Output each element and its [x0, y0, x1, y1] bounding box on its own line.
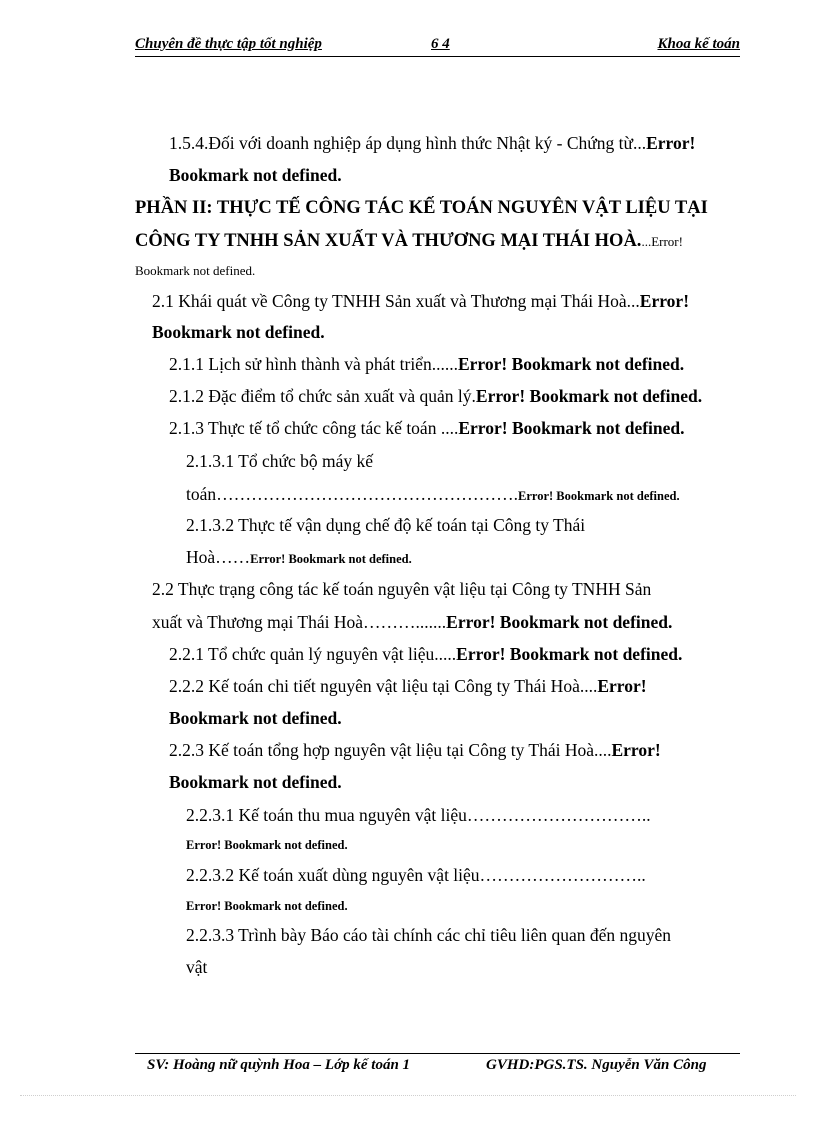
- toc-entry-2-1-1: [169, 354, 684, 375]
- toc-entry-2-2-cont: [152, 612, 672, 633]
- header-rule: [135, 56, 740, 57]
- bookmark-error: Error! Bookmark not defined.: [446, 612, 673, 632]
- bookmark-error: Bookmark not defined.: [169, 165, 342, 185]
- bookmark-error: Error! Bookmark not defined.: [475, 386, 703, 406]
- bookmark-error: Bookmark not defined.: [135, 263, 256, 278]
- toc-entry-text: xuất và Thương mại Thái Hoà……….......: [152, 612, 447, 632]
- bookmark-error: Error! Bookmark not defined.: [186, 899, 348, 913]
- bookmark-error: Error! Bookmark not defined.: [518, 489, 680, 503]
- bookmark-error: Error! Bookmark not defined.: [186, 838, 348, 852]
- toc-entry-2-2-2: [169, 676, 647, 697]
- bookmark-error: Bookmark not defined.: [169, 772, 342, 792]
- toc-entry-2-2-3-2: 2.2.3.2 Kế toán xuất dùng nguyên vật liệu………………………..: [186, 865, 646, 885]
- header-left-title: Chuyên đề thực tập tốt nghiệp: [135, 36, 322, 52]
- toc-entry-2-1-3-1-cont: [186, 484, 680, 505]
- footer-rule: [135, 1053, 740, 1054]
- bookmark-error: Error!: [646, 133, 696, 153]
- toc-entry-text: 2.1.1 Lịch sử hình thành và phát triển......: [169, 354, 458, 374]
- bookmark-error: Error! Bookmark not defined.: [250, 552, 412, 566]
- header-right-title: Khoa kế toán: [657, 36, 740, 52]
- bookmark-error: Error! Bookmark not defined.: [456, 644, 683, 664]
- toc-entry-2-1-3-2: 2.1.3.2 Thực tế vận dụng chế độ kế toán tại Công ty Thái: [186, 515, 586, 535]
- toc-entry-text: 2.1 Khái quát về Công ty TNHH Sản xuất và Thương mại Thái Hoà...: [152, 291, 640, 311]
- toc-entry-2-2-3-3: 2.2.3.3 Trình bày Báo cáo tài chính các chỉ tiêu liên quan đến nguyên: [186, 925, 672, 945]
- footer-supervisor: GVHD:PGS.TS. Nguyễn Văn Công: [486, 1057, 707, 1073]
- toc-entry-text: toán…………………………………………….: [186, 484, 519, 504]
- toc-entry-2-1-2: [169, 386, 702, 407]
- toc-entry-2-2-3: [169, 740, 661, 761]
- toc-entry-2-1-3: [169, 418, 685, 439]
- toc-entry-2-1: [152, 291, 689, 312]
- toc-entry-2-2-3-3-cont: vật: [186, 957, 208, 977]
- bookmark-error: Error!: [611, 740, 661, 760]
- toc-entry-text: 2.1.2 Đặc điểm tổ chức sản xuất và quản lý.: [169, 386, 476, 406]
- toc-entry-text: 2.1.3 Thực tế tổ chức công tác kế toán ....: [169, 418, 459, 438]
- toc-entry-2-2-3-1: 2.2.3.1 Kế toán thu mua nguyên vật liệu…………………………..: [186, 805, 651, 825]
- toc-entry-1-5-4: [169, 133, 695, 154]
- bookmark-error: Bookmark not defined.: [152, 322, 325, 342]
- bookmark-error: Bookmark not defined.: [169, 708, 342, 728]
- toc-entry-text: 1.5.4.Đối với doanh nghiệp áp dụng hình thức Nhật ký - Chứng từ...: [169, 133, 647, 153]
- page-header: [135, 36, 740, 56]
- bookmark-error: Error! Bookmark not defined.: [457, 354, 685, 374]
- toc-entry-text: Hoà……: [186, 547, 251, 567]
- toc-entry-2-1-3-1: 2.1.3.1 Tổ chức bộ máy kế: [186, 451, 374, 471]
- toc-entry-2-1-3-2-cont: [186, 547, 412, 568]
- toc-entry-text: 2.2.3 Kế toán tổng hợp nguyên vật liệu tại Công ty Thái Hoà....: [169, 740, 612, 760]
- part-ii-heading: PHẦN II: THỰC TẾ CÔNG TÁC KẾ TOÁN NGUYÊN VẬT LIỆU TẠI: [135, 198, 708, 218]
- toc-entry-2-2: 2.2 Thực trạng công tác kế toán nguyên vật liệu tại Công ty TNHH Sản: [152, 579, 652, 599]
- page-boundary: [20, 1095, 796, 1096]
- bookmark-error: ...Error!: [641, 234, 683, 249]
- toc-entry-2-2-1: [169, 644, 682, 665]
- page-number: 6 4: [431, 36, 450, 52]
- footer-student: SV: Hoàng nữ quỳnh Hoa – Lớp kế toán 1: [147, 1057, 411, 1073]
- bookmark-error: Error!: [597, 676, 647, 696]
- toc-entry-text: 2.2.1 Tổ chức quản lý nguyên vật liệu.....: [169, 644, 457, 664]
- bookmark-error: Error! Bookmark not defined.: [458, 418, 685, 438]
- heading-text: CÔNG TY TNHH SẢN XUẤT VÀ THƯƠNG MẠI THÁI HOÀ.: [135, 231, 642, 251]
- part-ii-heading-cont: [135, 230, 683, 252]
- bookmark-error: Error!: [639, 291, 690, 311]
- toc-entry-text: 2.2.2 Kế toán chi tiết nguyên vật liệu tại Công ty Thái Hoà....: [169, 676, 598, 696]
